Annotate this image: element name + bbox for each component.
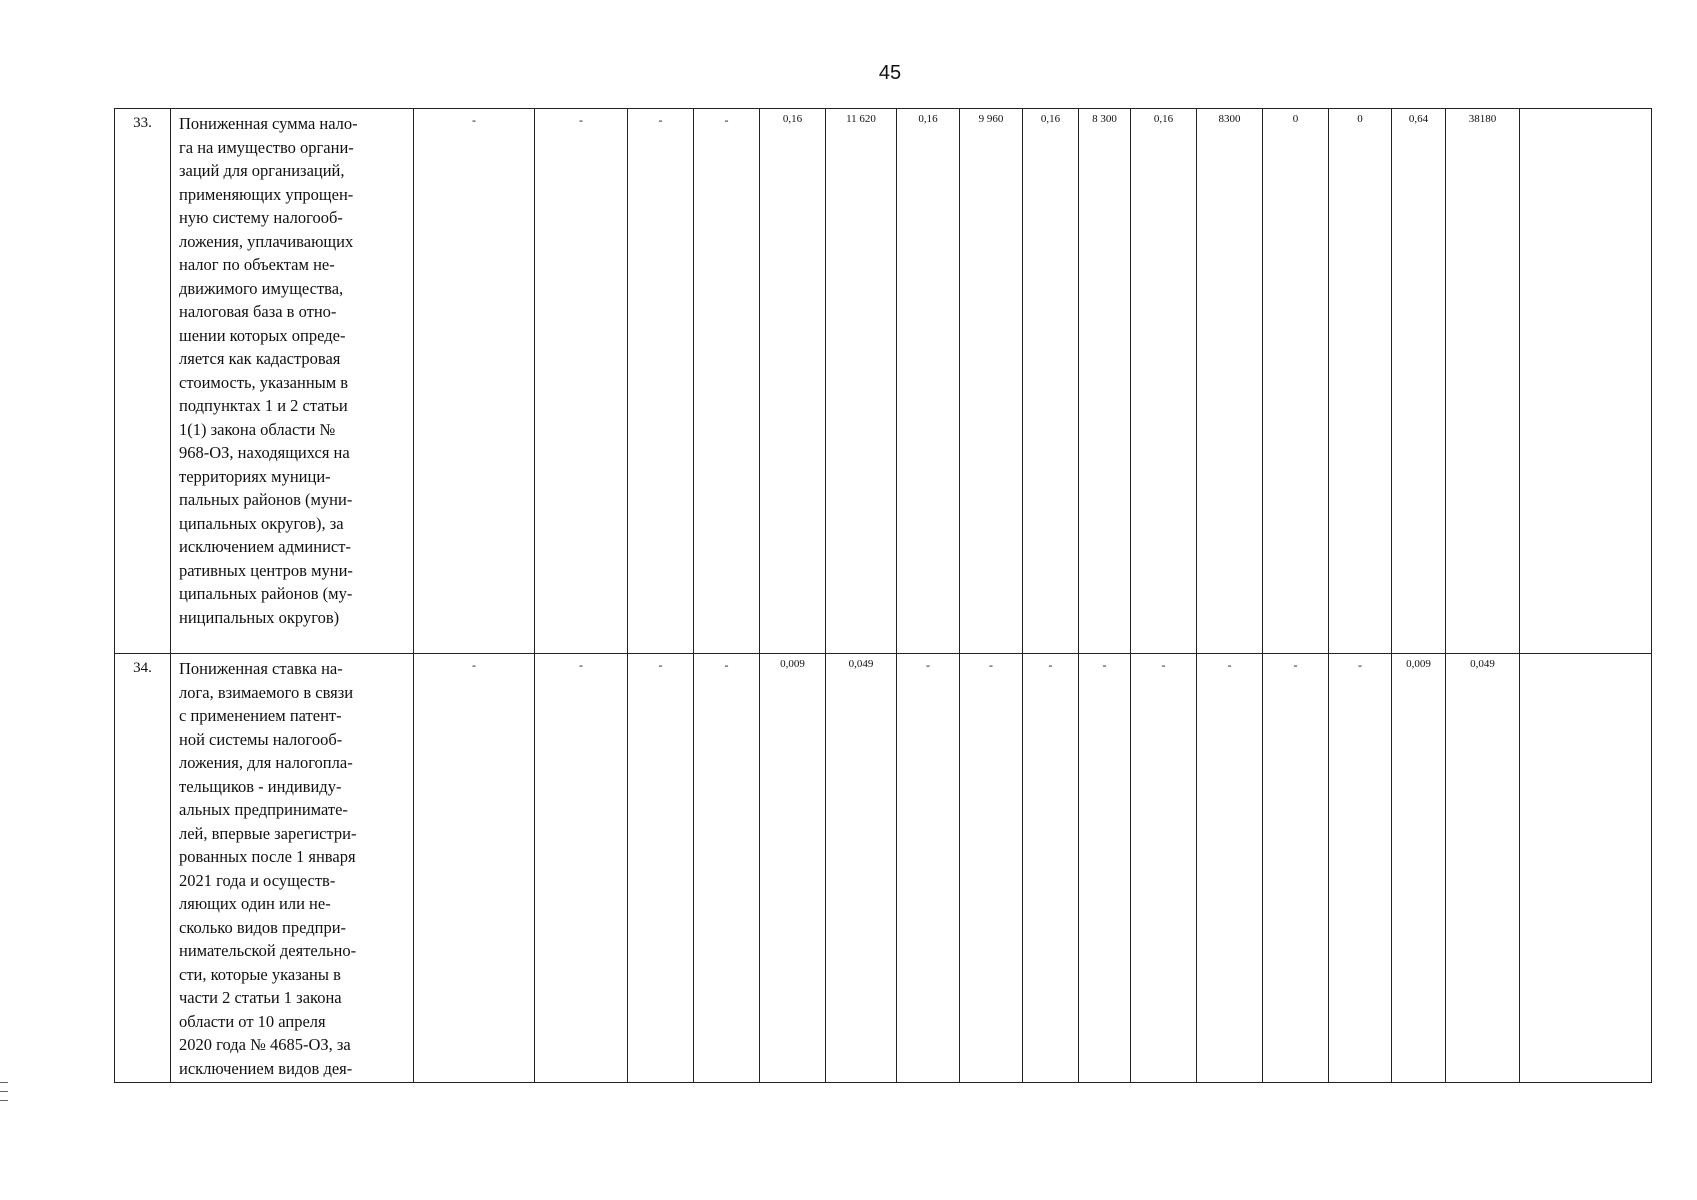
value-cell: - (1079, 654, 1131, 1083)
row-number: 33. (115, 109, 171, 654)
description-line: сколько видов предпри- (179, 917, 347, 937)
value-cell: - (1023, 654, 1079, 1083)
description-line: ципальных районов (му- (179, 584, 353, 603)
description-line: рованных после 1 января (179, 847, 356, 866)
description-line: Пониженная ставка на- (179, 659, 343, 678)
description-line: стоимость, указанным в (179, 372, 349, 392)
value-cell: - (1197, 654, 1263, 1083)
description-line: ративных центров муни- (179, 560, 353, 580)
value-cell: 8300 (1197, 109, 1263, 654)
value-cell: 0,049 (826, 654, 897, 1083)
description-line: пальных районов (муни- (179, 490, 353, 509)
value-cell: - (1263, 654, 1329, 1083)
description-line: сти, которые указаны в (179, 964, 341, 984)
value-cell: - (628, 109, 694, 654)
description-line: 968-ОЗ, находящихся на (179, 443, 350, 462)
description-line: территориях муници- (179, 466, 331, 486)
value-cell: 9 960 (960, 109, 1023, 654)
description-line: заций для организаций, (179, 161, 345, 180)
page-number: 45 (878, 62, 902, 84)
description-line: 2020 года № 4685-ОЗ, за (179, 1035, 351, 1054)
description-line: ляющих один или не- (179, 894, 331, 913)
description-line: ниципальных округов) (179, 607, 340, 627)
description-line: га на имущество органи- (179, 137, 354, 157)
description-line: 1(1) закона области № (179, 419, 336, 439)
value-cell: - (1131, 654, 1197, 1083)
description-line: исключением админист- (179, 537, 351, 556)
value-cell: - (897, 654, 960, 1083)
description-line: лога, взимаемого в связи (179, 682, 354, 702)
value-cell: 0,64 (1392, 109, 1446, 654)
description-line: применяющих упрощен- (179, 184, 354, 204)
row-number: 34. (115, 654, 171, 1083)
description-line: налог по объектам не- (179, 255, 335, 274)
value-cell: 0 (1329, 109, 1392, 654)
description-line: шении которых опреде- (179, 325, 346, 345)
value-cell: - (535, 654, 628, 1083)
value-cell: 8 300 (1079, 109, 1131, 654)
description-line: ной системы налогооб- (179, 729, 343, 749)
value-cell: 0,16 (1131, 109, 1197, 654)
description-line: ложения, уплачивающих (179, 231, 354, 251)
description-line: движимого имущества, (179, 278, 344, 298)
table-row (115, 109, 1652, 654)
tax-benefits-table (114, 108, 1652, 1083)
description-line: лей, впервые зарегистри- (179, 823, 357, 843)
description-line: ложения, для налогопла- (179, 753, 353, 772)
description-line: области от 10 апреля (179, 1011, 326, 1031)
description-line: альных предпринимате- (179, 800, 348, 819)
description-line: части 2 статьи 1 закона (179, 988, 342, 1007)
row-description (171, 654, 414, 1083)
row-description (171, 109, 414, 654)
value-cell (1520, 109, 1652, 654)
description-line: исключением видов дея- (179, 1058, 353, 1078)
value-cell: 0,16 (897, 109, 960, 654)
value-cell: 0 (1263, 109, 1329, 654)
value-cell: 0,16 (1023, 109, 1079, 654)
table-row (115, 654, 1652, 1083)
value-cell: 0,009 (1392, 654, 1446, 1083)
value-cell: - (694, 654, 760, 1083)
description-line: с применением патент- (179, 706, 342, 725)
value-cell: - (414, 109, 535, 654)
value-cell: 38180 (1446, 109, 1520, 654)
description-line: ципальных округов), за (179, 513, 344, 533)
value-cell: - (960, 654, 1023, 1083)
value-cell: 11 620 (826, 109, 897, 654)
value-cell: - (414, 654, 535, 1083)
description-line: подпунктах 1 и 2 статьи (179, 396, 348, 415)
description-line: ную систему налогооб- (179, 208, 343, 227)
value-cell (1520, 654, 1652, 1083)
description-line: ляется как кадастровая (179, 349, 341, 368)
value-cell: - (694, 109, 760, 654)
description-line: Пониженная сумма нало- (179, 114, 358, 133)
value-cell: 0,16 (760, 109, 826, 654)
description-line: налоговая база в отно- (179, 302, 337, 321)
value-cell: - (1329, 654, 1392, 1083)
value-cell: - (628, 654, 694, 1083)
description-line: нимательской деятельно- (179, 941, 357, 960)
description-line: 2021 года и осуществ- (179, 870, 336, 890)
scan-edge-marks (0, 1082, 8, 1109)
description-line: тельщиков - индивиду- (179, 776, 342, 796)
value-cell: 0,049 (1446, 654, 1520, 1083)
value-cell: 0,009 (760, 654, 826, 1083)
value-cell: - (535, 109, 628, 654)
